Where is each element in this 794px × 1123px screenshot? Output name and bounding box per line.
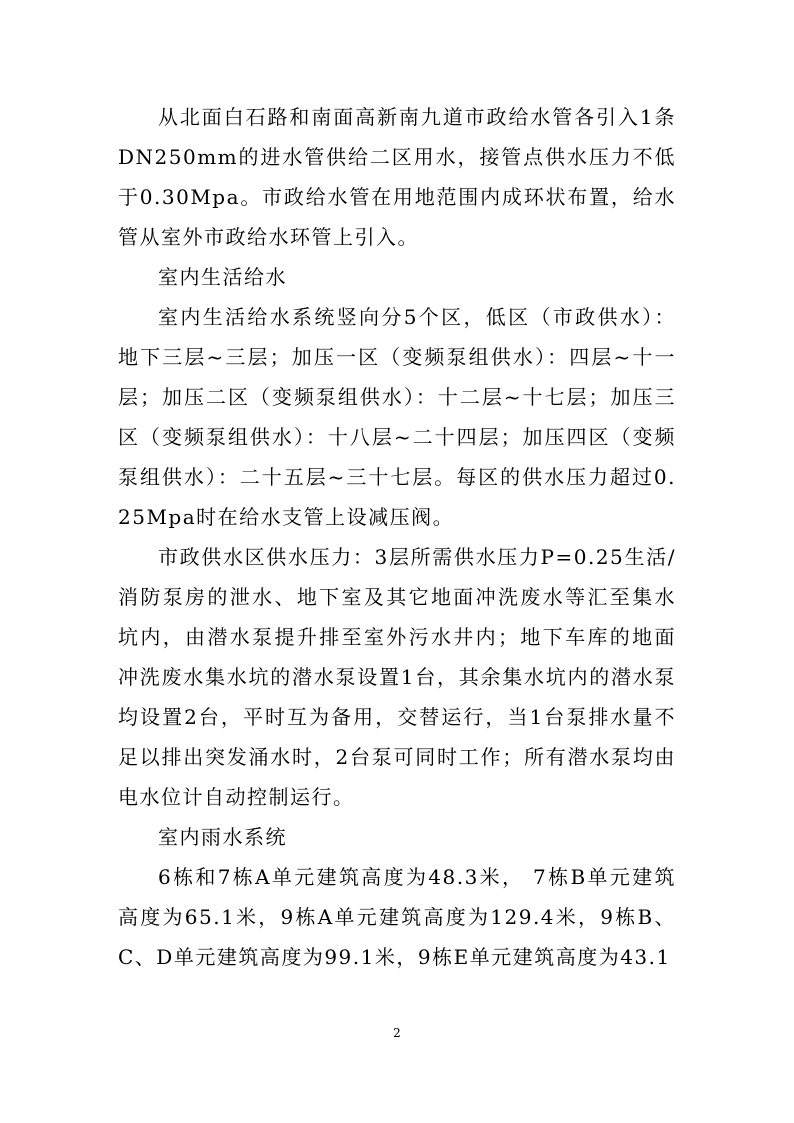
- page-number: 2: [393, 1026, 401, 1040]
- heading-indoor-domestic-water: 室内生活给水: [158, 265, 287, 289]
- paragraph-supply-zones: 室内生活给水系统竖向分5个区，低区（市政供水）：地下三层~三层；加压一区（变频泵组供水）：四层~十一层；加压二区（变频泵组供水）：十二层~十七层；加压三区（变频泵组供水）：十八层~二十四层；加压四区（变频泵组供水）：二十五层~三十七层。每区的供水压力超过0.25Mpa时在给水支管上设减压阀。: [118, 305, 676, 529]
- paragraph-water-supply-intro: 从北面白石路和南面高新南九道市政给水管各引入1条DN250mm的进水管供给二区用水，接管点供水压力不低于0.30Mpa。市政给水管在用地范围内成环状布置，给水管从室外市政给水环管上引入。: [118, 105, 676, 249]
- document-body: [118, 97, 676, 977]
- heading-indoor-rainwater: 室内雨水系统: [158, 825, 287, 849]
- paragraph-municipal-pressure-drainage: 市政供水区供水压力：3层所需供水压力P=0.25生活/消防泵房的泄水、地下室及其它地面冲洗废水等汇至集水坑内，由潜水泵提升排至室外污水井内；地下车库的地面冲洗废水集水坑的潜水泵设置1台，其余集水坑内的潜水泵均设置2台，平时互为备用，交替运行，当1台泵排水量不足以排出突发涌水时，2台泵可同时工作；所有潜水泵均由电水位计自动控制运行。: [118, 545, 676, 809]
- paragraph-building-heights: 6栋和7栋A单元建筑高度为48.3米， 7栋B单元建筑高度为65.1米，9栋A单元建筑高度为129.4米，9栋B、C、D单元建筑高度为99.1米，9栋E单元建筑高度为43.1: [118, 865, 676, 969]
